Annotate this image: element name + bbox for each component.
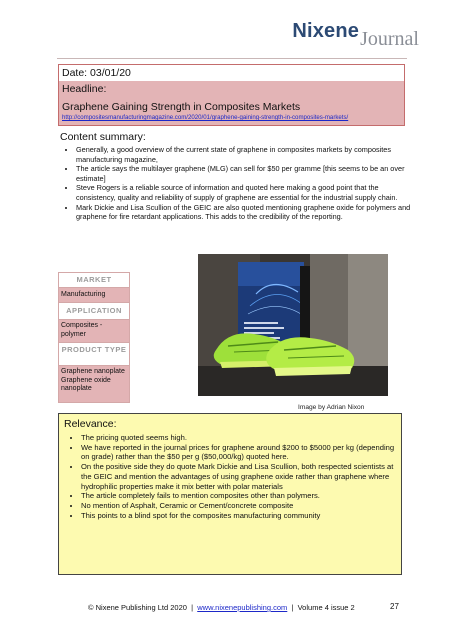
footer-text (88, 603, 355, 612)
application-label: APPLICATION (58, 303, 130, 320)
relevance-item: • We have reported in the journal prices for graphene around $200 to $5000 per kg (depending on grade) rather than the $50 per g ($50,000/kg) quoted here. (81, 443, 403, 462)
article-date: Date: 03/01/20 (58, 64, 405, 82)
product-type-value: Graphene nanoplate Graphene oxide nanoplate (58, 366, 130, 403)
brand-logo-nixene: Nixene (292, 20, 360, 42)
masthead (292, 20, 419, 54)
footer-copyright: © Nixene Publishing Ltd 2020 (88, 603, 187, 612)
relevance-item: • On the positive side they do quote Mark Dickie and Lisa Scullion, both respected scientists at the GEIC and mention the advantages of using graphene oxide rather than graphene where hydrophilic properties make it mix better with polar materials (81, 462, 403, 491)
summary-item: • Steve Rogers is a reliable source of information and quoted here making a good point that the consistency, quality and reliability of supply of graphene are essential for the industrial supply chain. (76, 183, 414, 202)
brand-logo-journal: Journal (360, 28, 419, 50)
market-label: MARKET (58, 272, 130, 288)
relevance-item: • This points to a blind spot for the composites manufacturing community (81, 511, 403, 521)
market-value: Manufacturing (58, 288, 130, 303)
shoes-photo-illustration (198, 254, 388, 396)
relevance-title: Relevance: (64, 418, 117, 430)
relevance-box (58, 413, 402, 575)
headline-block (58, 81, 405, 126)
classification-table (58, 272, 130, 403)
headline-source-link[interactable]: http://compositesmanufacturingmagazine.com/2020/01/graphene-gaining-strength-in-composites-markets/ (62, 114, 349, 121)
headline-title: Graphene Gaining Strength in Composites Markets (62, 101, 301, 113)
footer-separator: | (191, 603, 194, 612)
photo-caption: Image by Adrian Nixon (298, 404, 365, 411)
summary-item: • Mark Dickie and Lisa Scullion of the GEIC are also quoted mentioning graphene oxide for polymers and graphene for fire retardant applications. This adds to the credibility of the reporting. (76, 203, 414, 222)
application-value: Composites - polymer (58, 320, 130, 343)
footer-separator: | (291, 603, 294, 612)
page-number: 27 (390, 602, 399, 611)
footer-issue: Volume 4 issue 2 (297, 603, 355, 612)
relevance-item: • No mention of Asphalt, Ceramic or Cement/concrete composite (81, 501, 403, 511)
relevance-item: • The pricing quoted seems high. (81, 433, 403, 443)
product-type-label: PRODUCT TYPE (58, 343, 130, 366)
relevance-item: • The article completely fails to mention composites other than polymers. (81, 491, 403, 501)
summary-item: • Generally, a good overview of the current state of graphene in composites markets by composites manufacturing magazine, (76, 145, 414, 164)
summary-item: • The article says the multilayer graphene (MLG) can sell for $50 per gramme [this seems to be an over estimate] (76, 164, 414, 183)
summary-title: Content summary: (60, 131, 146, 143)
summary-list (58, 145, 414, 222)
headline-label: Headline: (62, 83, 107, 95)
header-divider (57, 58, 407, 59)
footer-website-link[interactable]: www.nixenepublishing.com (197, 603, 288, 612)
relevance-list (63, 433, 403, 520)
article-photo (198, 254, 388, 396)
